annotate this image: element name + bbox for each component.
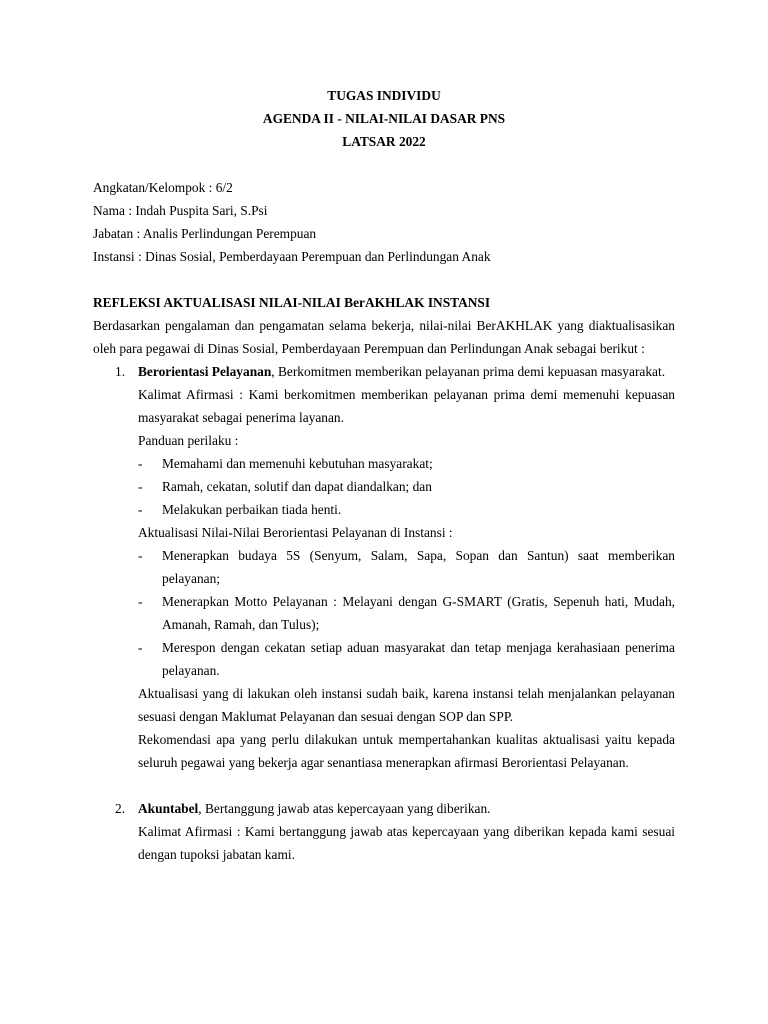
document-title — [0, 84, 768, 153]
dash-bullet: - — [138, 640, 143, 655]
dash-bullet: - — [138, 456, 143, 471]
aktualisasi-text: Merespon dengan cekatan setiap aduan masyarakat dan tetap menjaga kerahasiaan penerima pelayanan. — [162, 640, 675, 678]
angkatan-line: Angkatan/Kelompok : 6/2 — [93, 180, 233, 195]
panduan-item — [138, 452, 675, 475]
rekomendasi-paragraph: Rekomendasi apa yang perlu dilakukan untuk mempertahankan kualitas aktualisasi yaitu kepada seluruh pegawai yang bekerja agar senantiasa menerapkan afirmasi Berorientasi Pelayanan. — [138, 732, 675, 770]
title-line-2: AGENDA II - NILAI-NILAI DASAR PNS — [262, 111, 506, 126]
item-title-line — [138, 797, 675, 820]
jabatan-line: Jabatan : Analis Perlindungan Perempuan — [93, 226, 317, 241]
panduan-text: Memahami dan memenuhi kebutuhan masyarakat; — [162, 456, 433, 471]
kalimat-afirmasi: Kalimat Afirmasi : Kami bertanggung jawab atas kepercayaan yang diberikan kepada kami sesuai dengan tupoksi jabatan kami. — [138, 824, 675, 862]
list-item-berorientasi-pelayanan — [93, 360, 675, 774]
kalimat-afirmasi: Kalimat Afirmasi : Kami berkomitmen memberikan pelayanan prima demi memenuhi kepuasan masyarakat sebagai penerima layanan. — [138, 387, 675, 425]
item-number: 1. — [115, 364, 126, 379]
dash-bullet: - — [138, 548, 143, 563]
aktualisasi-label: Aktualisasi Nilai-Nilai Berorientasi Pelayanan di Instansi : — [138, 525, 453, 540]
aktualisasi-item — [138, 544, 675, 590]
aktualisasi-text: Menerapkan Motto Pelayanan : Melayani dengan G-SMART (Gratis, Sepenuh hati, Mudah, Amanah, Ramah, dan Tulus); — [162, 594, 675, 632]
spacer — [93, 774, 675, 797]
item-number: 2. — [115, 801, 126, 816]
aktualisasi-item — [138, 636, 675, 682]
item-term: Akuntabel — [138, 801, 199, 816]
dash-bullet: - — [138, 502, 143, 517]
item-desc: , Bertanggung jawab atas kepercayaan yang diberikan. — [198, 801, 491, 816]
refleksi-section — [93, 291, 675, 866]
panduan-label: Panduan perilaku : — [138, 433, 239, 448]
panduan-text: Melakukan perbaikan tiada henti. — [162, 502, 342, 517]
panduan-item — [138, 475, 675, 498]
item-term: Berorientasi Pelayanan — [138, 364, 272, 379]
panduan-text: Ramah, cekatan, solutif dan dapat diandalkan; dan — [162, 479, 432, 494]
dash-bullet: - — [138, 594, 143, 609]
dash-bullet: - — [138, 479, 143, 494]
section-intro: Berdasarkan pengalaman dan pengamatan selama bekerja, nilai-nilai BerAKHLAK yang diaktualisasikan oleh para pegawai di Dinas Sosial, Pemberdayaan Perempuan dan Perlindungan Anak sebagai berikut : — [93, 318, 675, 356]
aktualisasi-item — [138, 590, 675, 636]
item-title-line — [138, 360, 675, 383]
identity-block — [93, 176, 675, 268]
section-heading: REFLEKSI AKTUALISASI NILAI-NILAI BerAKHLAK INSTANSI — [93, 295, 491, 310]
instansi-line: Instansi : Dinas Sosial, Pemberdayaan Perempuan dan Perlindungan Anak — [93, 249, 491, 264]
title-line-1: TUGAS INDIVIDU — [327, 88, 441, 103]
title-line-3: LATSAR 2022 — [342, 134, 426, 149]
item-desc: , Berkomitmen memberikan pelayanan prima demi kepuasan masyarakat. — [271, 364, 666, 379]
aktualisasi-text: Menerapkan budaya 5S (Senyum, Salam, Sapa, Sopan dan Santun) saat memberikan pelayanan; — [162, 548, 675, 586]
panduan-item — [138, 498, 675, 521]
nama-line: Nama : Indah Puspita Sari, S.Psi — [93, 203, 268, 218]
evaluasi-paragraph: Aktualisasi yang di lakukan oleh instansi sudah baik, karena instansi telah menjalankan pelayanan sesuasi dengan Maklumat Pelayanan dan sesuai dengan SOP dan SPP. — [138, 686, 675, 724]
list-item-akuntabel — [93, 797, 675, 866]
